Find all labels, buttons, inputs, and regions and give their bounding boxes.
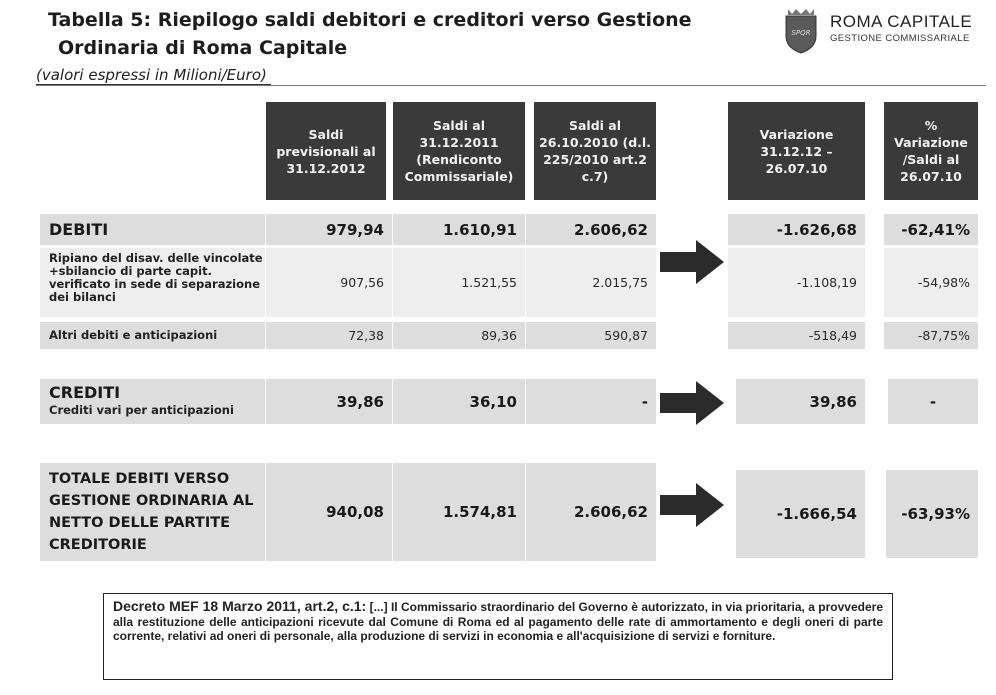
shield-icon [783, 8, 819, 54]
row-label-debiti: DEBITI [40, 214, 265, 245]
logo-subname: GESTIONE COMMISSARIALE [830, 33, 970, 44]
shield-text: SPQR [791, 29, 811, 37]
altri-v2: 89,36 [393, 322, 525, 349]
right-arrow-icon [660, 381, 724, 425]
decree-note [103, 593, 893, 680]
altri-pct: -87,75% [884, 322, 978, 349]
ripiano-v1: 907,56 [266, 248, 392, 317]
altri-var: -518,49 [728, 322, 865, 349]
note-lead: Decreto MEF 18 Marzo 2011, art.2, c.1: [113, 598, 367, 614]
header-col-2: Saldi al 31.12.2011 (Rendiconto Commissariale) [393, 102, 525, 200]
crediti-var: 39,86 [736, 379, 865, 424]
header-col-1: Saldi previsionali al 31.12.2012 [266, 102, 386, 200]
debiti-v3: 2.606,62 [526, 214, 656, 245]
ripiano-v2: 1.521,55 [393, 248, 525, 317]
totale-v1: 940,08 [266, 463, 392, 561]
crediti-v2: 36,10 [393, 379, 525, 424]
altri-v1: 72,38 [266, 322, 392, 349]
ripiano-v3: 2.015,75 [526, 248, 656, 317]
title-line-2: Ordinaria di Roma Capitale [58, 37, 348, 59]
header-col-4: Variazione 31.12.12 – 26.07.10 [728, 102, 865, 200]
row-label-ripiano: Ripiano del disav. delle vincolate +sbilancio di parte capit. verificato in sede di separazione dei bilanci [40, 248, 265, 317]
page-title [48, 6, 728, 62]
crediti-pct: - [888, 379, 978, 424]
header-divider [36, 85, 986, 86]
row-sublabel-crediti: Crediti vari per anticipazioni [49, 403, 234, 417]
row-label-altri: Altri debiti e anticipazioni [40, 322, 265, 349]
right-arrow-icon [660, 240, 724, 284]
logo-name: ROMA CAPITALE [830, 12, 973, 31]
units-subtitle: (valori espressi in Milioni/Euro) [36, 66, 271, 85]
row-label-crediti: CREDITI [49, 383, 121, 402]
totale-v3: 2.606,62 [526, 463, 656, 561]
crediti-v1: 39,86 [266, 379, 392, 424]
totale-v2: 1.574,81 [393, 463, 525, 561]
debiti-v1: 979,94 [266, 214, 392, 245]
header-col-3: Saldi al 26.10.2010 (d.l. 225/2010 art.2 c.7) [534, 102, 656, 200]
debiti-pct: -62,41% [884, 214, 978, 245]
debiti-v2: 1.610,91 [393, 214, 525, 245]
note-text: [...] Il Commissario straordinario del Governo è autorizzato, in via prioritaria, a provvedere alla restituzione delle anticipazioni ricevute dal Comune di Roma ed al pagamento delle rate di ammortamento e degli oneri di parte corrente, relativi ad oneri di personale, alla produzione di servizi in economia e all'acquisizione di servizi e forniture. [113, 600, 884, 643]
crediti-v3: - [526, 379, 656, 424]
totale-var: -1.666,54 [736, 470, 865, 558]
row-label-totale: TOTALE DEBITI VERSO GESTIONE ORDINARIA AL NETTO DELLE PARTITE CREDITORIE [40, 463, 265, 561]
altri-v3: 590,87 [526, 322, 656, 349]
ripiano-var: -1.108,19 [728, 248, 865, 317]
totale-pct: -63,93% [886, 470, 978, 558]
ripiano-pct: -54,98% [884, 248, 978, 317]
row-label-crediti-block [40, 379, 265, 424]
debiti-var: -1.626,68 [728, 214, 865, 245]
right-arrow-icon [660, 483, 724, 527]
header-col-5: % Variazione /Saldi al 26.07.10 [884, 102, 978, 200]
title-line-1: Tabella 5: Riepilogo saldi debitori e creditori verso Gestione [48, 9, 692, 31]
